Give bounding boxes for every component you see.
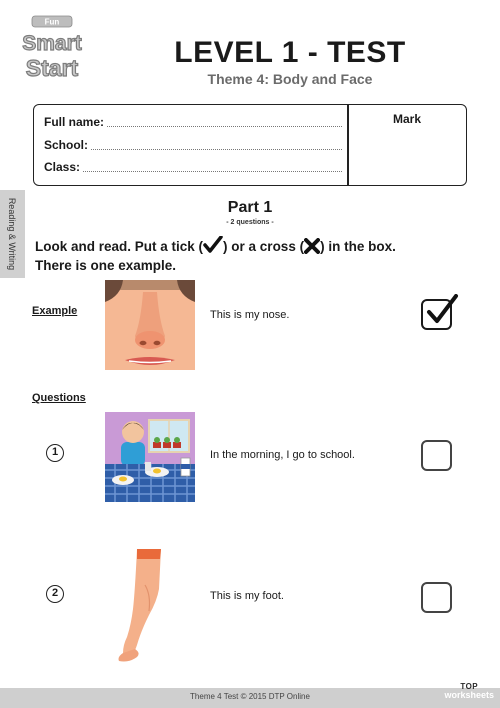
- class-row[interactable]: [44, 158, 342, 174]
- school-field[interactable]: [91, 139, 342, 150]
- cross-icon: [304, 238, 320, 254]
- example-text: This is my nose.: [210, 309, 290, 321]
- question-1-text: In the morning, I go to school.: [210, 449, 355, 461]
- side-tab-label: Reading & Writing: [7, 197, 17, 271]
- school-row[interactable]: [44, 136, 342, 152]
- page-subtitle: Theme 4: Body and Face: [207, 71, 373, 87]
- instruction-part-c: ) in the box.: [320, 239, 396, 254]
- page-title: LEVEL 1 - TEST: [174, 36, 406, 69]
- question-number-1: 1: [46, 444, 64, 462]
- question-2-answer-box[interactable]: [421, 582, 452, 613]
- instruction-line1: [35, 236, 396, 256]
- footer-text: Theme 4 Test © 2015 DTP Online: [190, 692, 310, 701]
- questions-label: Questions: [32, 392, 86, 404]
- example-label: Example: [32, 305, 78, 317]
- student-info-box: [33, 104, 467, 186]
- breakfast-picture: [105, 412, 195, 502]
- example-answer-box: [421, 299, 452, 330]
- question-2-text: This is my foot.: [210, 590, 284, 602]
- full-name-label: Full name:: [44, 115, 105, 129]
- logo-small-text: Fun: [44, 17, 60, 27]
- logo-line2: Start: [25, 55, 79, 81]
- logo-line1: Smart: [22, 32, 82, 55]
- part-subtitle: - 2 questions -: [226, 219, 274, 226]
- class-label: Class:: [44, 160, 81, 174]
- brand-bottom: worksheets: [444, 690, 494, 700]
- part-title: Part 1: [227, 199, 273, 216]
- nose-picture: [105, 280, 195, 370]
- smart-start-logo: [14, 14, 90, 84]
- instructions: [35, 236, 396, 275]
- instruction-line2: There is one example.: [35, 258, 177, 273]
- question-1-answer-box[interactable]: [421, 440, 452, 471]
- tick-icon: [203, 236, 223, 254]
- full-name-row[interactable]: [44, 113, 342, 129]
- class-field[interactable]: [83, 161, 342, 172]
- instruction-part-a: Look and read. Put a tick (: [35, 239, 204, 254]
- arm-picture: [115, 545, 167, 665]
- brand-top: TOP: [460, 682, 479, 691]
- instruction-part-b: ) or a cross (: [223, 239, 305, 254]
- question-number-2: 2: [46, 585, 64, 603]
- school-label: School:: [44, 138, 88, 152]
- full-name-field[interactable]: [107, 116, 342, 127]
- top-worksheets-brand[interactable]: [444, 682, 494, 700]
- tick-icon: [426, 294, 460, 326]
- mark-label: Mark: [392, 112, 421, 126]
